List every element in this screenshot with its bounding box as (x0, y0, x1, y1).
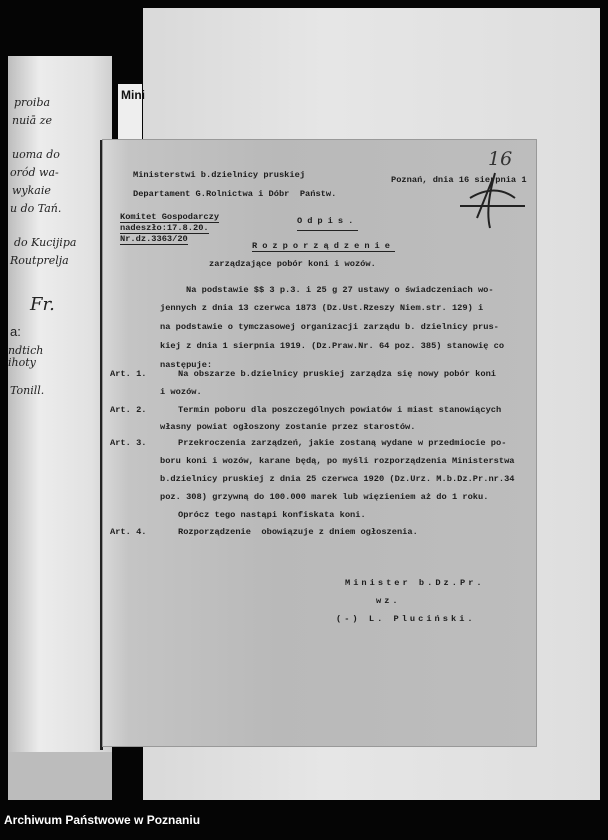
header-ministry: Ministerstwi b.dzielnicy pruskiej (133, 170, 306, 180)
signature-wz: wz. (376, 596, 401, 606)
article-label: Art. 4. (110, 527, 147, 537)
article-line: Na obszarze b.dzielnicy pruskiej zarządza się nowy pobór koni (178, 369, 497, 379)
article-line: Termin poboru dla poszczególnych powiatów i miast stanowiących (178, 405, 502, 415)
article-label: Art. 3. (110, 438, 147, 448)
document-subtitle: zarządzające pobór koni i wozów. (209, 259, 376, 269)
tab-text: Mini (121, 88, 145, 102)
article-line: Rozporządzenie obowiązuje z dniem ogłoszenia. (178, 527, 418, 537)
copy-label: Odpis. (297, 216, 358, 231)
article-line: Przekroczenia zarządzeń, jakie zostaną wydane w przedmiocie po- (178, 438, 507, 448)
handwritten-initials: Fr. (30, 294, 55, 315)
handwriting-line: ihoty (8, 356, 36, 369)
preamble-line: następuje: (160, 360, 213, 370)
archive-credit: Archiwum Państwowe w Poznaniu (4, 813, 201, 827)
handwriting-line: wykaie (12, 184, 51, 197)
preamble-line: Na podstawie $$ 3 p.3. i 25 g 27 ustawy o świadczeniach wo- (186, 285, 494, 295)
article-line: Oprócz tego nastąpi konfiskata koni. (178, 510, 366, 520)
article-line: i wozów. (160, 387, 202, 397)
handwriting-line: Routprelja (10, 254, 69, 267)
header-department: Departament G.Rolnictwa i Dóbr Państw. (133, 189, 337, 199)
signature-name: (-) L. Pluciński. (336, 614, 476, 624)
handwriting-line: u do Tań. (10, 202, 62, 215)
stamp-committee: Komitet Gospodarczy (120, 212, 220, 222)
article-line: boru koni i wozów, karane będą, po myśli rozporządzenia Ministerstwa (160, 456, 515, 466)
preamble-line: jennych z dnia 13 czerwca 1873 (Dz.Ust.Rzeszy Niem.str. 129) i (160, 303, 484, 313)
handwritten-mark-icon (455, 168, 530, 233)
handwriting-line: nuiā ze (12, 114, 53, 127)
document-title: Rozporządzenie (252, 241, 395, 251)
handwriting-line: a: (10, 324, 21, 339)
preamble-line: na podstawie o tymczasowej organizacji zarządu b. dzielnicy prus- (160, 322, 499, 332)
tab-label (118, 84, 145, 144)
folio-number: 16 (488, 148, 513, 170)
handwriting-line: proiba (14, 96, 51, 109)
handwriting-line: ndtich (8, 344, 44, 357)
handwriting-line: Tonill. (10, 384, 45, 397)
handwriting-line: oród wa- (10, 166, 59, 179)
signature-title: Minister b.Dz.Pr. (345, 578, 485, 588)
stamp-received: nadeszło:17.8.20. (120, 223, 209, 233)
left-page-bottom (8, 752, 112, 800)
preamble-line: kiej z dnia 1 sierpnia 1919. (Dz.Praw.Nr. 64 poz. 385) stanowię co (160, 341, 505, 351)
stamp-number: Nr.dz.3363/20 (120, 234, 188, 244)
article-line: poz. 308) grzywną do 100.000 marek lub więzieniem aż do 1 roku. (160, 492, 489, 502)
article-label: Art. 1. (110, 369, 147, 379)
handwriting-line: uoma do (12, 148, 60, 161)
article-line: własny powiat ogłoszony zostanie przez starostów. (160, 422, 416, 432)
article-line: b.dzielnicy pruskiej z dnia 25 czerwca 1920 (Dz.Urz. M.b.Dz.Pr.nr.34 (160, 474, 515, 484)
article-label: Art. 2. (110, 405, 147, 415)
handwriting-line: do Kucijipa (14, 236, 77, 249)
header-place-date: Poznań, dnia 16 sierpnia 1 (391, 175, 527, 185)
